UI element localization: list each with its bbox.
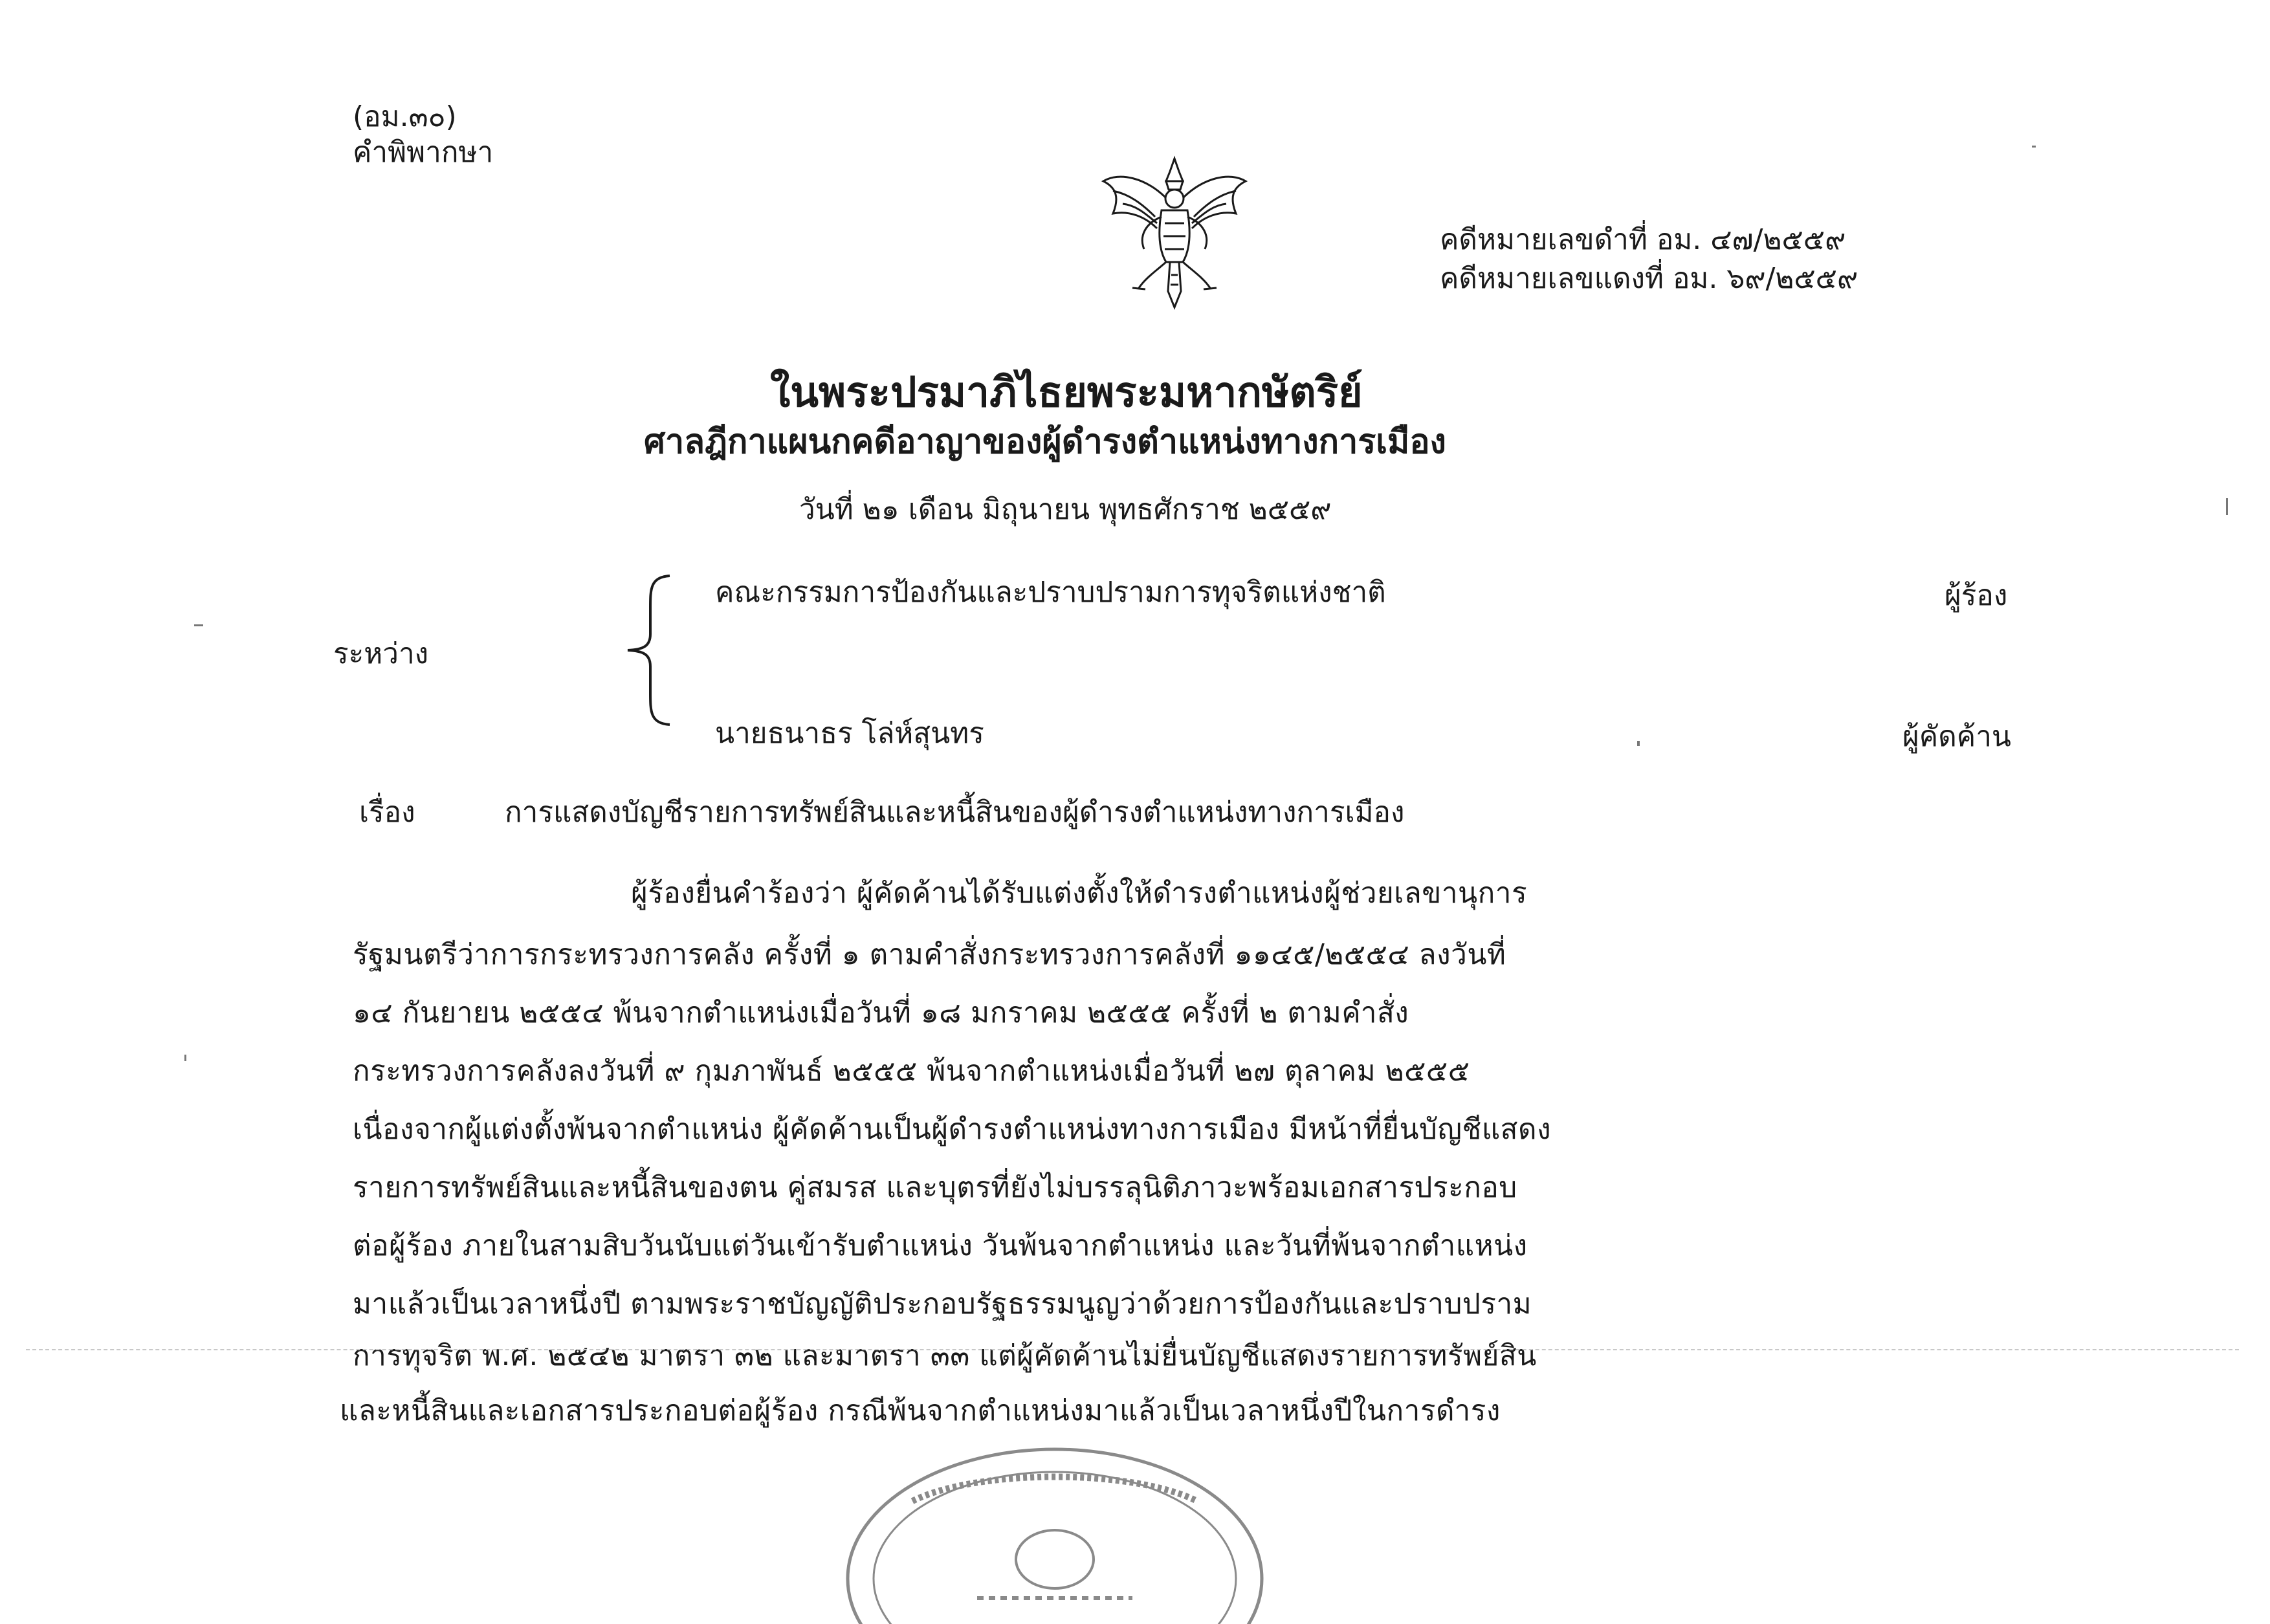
body-line: กระทรวงการคลังลงวันที่ ๙ กุมภาพันธ์ ๒๕๕๕ พ้นจากตำแหน่งเมื่อวันที่ ๒๗ ตุลาคม ๒๕๕๕	[353, 1055, 1470, 1088]
royal-title: ในพระปรมาภิไธยพระมหากษัตริย์	[770, 369, 1363, 417]
body-line: มาแล้วเป็นเวลาหนึ่งปี ตามพระราชบัญญัติประกอบรัฐธรรมนูญว่าด้วยการป้องกันและปราบปราม	[353, 1288, 1532, 1321]
body-line: การทุจริต พ.ศ. ๒๕๔๒ มาตรา ๓๒ และมาตรา ๓๓ แต่ผู้คัดค้านไม่ยื่นบัญชีแสดงรายการทรัพย์สิน	[353, 1339, 1537, 1372]
scan-speck	[1637, 741, 1640, 746]
body-line: และหนี้สินและเอกสารประกอบต่อผู้ร้อง กรณีพ้นจากตำแหน่งมาแล้วเป็นเวลาหนึ่งปีในการดำรง	[340, 1394, 1501, 1427]
petitioner-name: คณะกรรมการป้องกันและปราบปรามการทุจริตแห่งชาติ	[715, 576, 1386, 609]
scan-speck	[194, 624, 203, 626]
respondent-role: ผู้คัดค้าน	[1902, 720, 2012, 753]
black-case-number: คดีหมายเลขดำที่ อม. ๔๗/๒๕๕๙	[1440, 223, 1846, 256]
scan-speck	[2032, 146, 2036, 148]
between-label: ระหว่าง	[333, 637, 429, 670]
court-seal-stamp-icon	[835, 1430, 1275, 1624]
respondent-name: นายธนาธร โล่ห์สุนทร	[715, 717, 984, 750]
judgment-date: วันที่ ๒๑ เดือน มิถุนายน พุทธศักราช ๒๕๕๙	[799, 493, 1332, 526]
subject-label: เรื่อง	[359, 796, 415, 829]
scan-speck	[184, 1055, 186, 1061]
body-line: ผู้ร้องยื่นคำร้องว่า ผู้คัดค้านได้รับแต่งตั้งให้ดำรงตำแหน่งผู้ช่วยเลขานุการ	[631, 877, 1528, 910]
brace-icon	[589, 569, 679, 731]
document-type: คำพิพากษา	[353, 136, 494, 169]
form-code: (อม.๓๐)	[353, 100, 457, 133]
body-line: ๑๔ กันยายน ๒๕๕๔ พ้นจากตำแหน่งเมื่อวันที่ ๑๘ มกราคม ๒๕๕๕ ครั้งที่ ๒ ตามคำสั่ง	[353, 996, 1409, 1029]
body-line: รัฐมนตรีว่าการกระทรวงการคลัง ครั้งที่ ๑ ตามคำสั่งกระทรวงการคลังที่ ๑๑๔๕/๒๕๕๔ ลงวันที่	[353, 938, 1506, 971]
red-case-number: คดีหมายเลขแดงที่ อม. ๖๙/๒๕๕๙	[1440, 262, 1858, 295]
body-line: ต่อผู้ร้อง ภายในสามสิบวันนับแต่วันเข้ารับตำแหน่ง วันพ้นจากตำแหน่ง และวันที่พ้นจากตำแหน่ง	[353, 1229, 1528, 1262]
body-line: รายการทรัพย์สินและหนี้สินของตน คู่สมรส และบุตรที่ยังไม่บรรลุนิติภาวะพร้อมเอกสารประกอบ	[353, 1171, 1517, 1204]
body-line: เนื่องจากผู้แต่งตั้งพ้นจากตำแหน่ง ผู้คัดค้านเป็นผู้ดำรงตำแหน่งทางการเมือง มีหน้าที่ยื่นบัญชีแสดง	[353, 1113, 1552, 1146]
petitioner-role: ผู้ร้อง	[1945, 579, 2008, 612]
subject-text: การแสดงบัญชีรายการทรัพย์สินและหนี้สินของผู้ดำรงตำแหน่งทางการเมือง	[505, 796, 1405, 829]
scan-speck	[2226, 498, 2228, 515]
court-name: ศาลฎีกาแผนกคดีอาญาของผู้ดำรงตำแหน่งทางการเมือง	[644, 422, 1446, 461]
scan-artifact-line	[26, 1349, 2239, 1350]
garuda-emblem-icon	[1094, 152, 1255, 314]
